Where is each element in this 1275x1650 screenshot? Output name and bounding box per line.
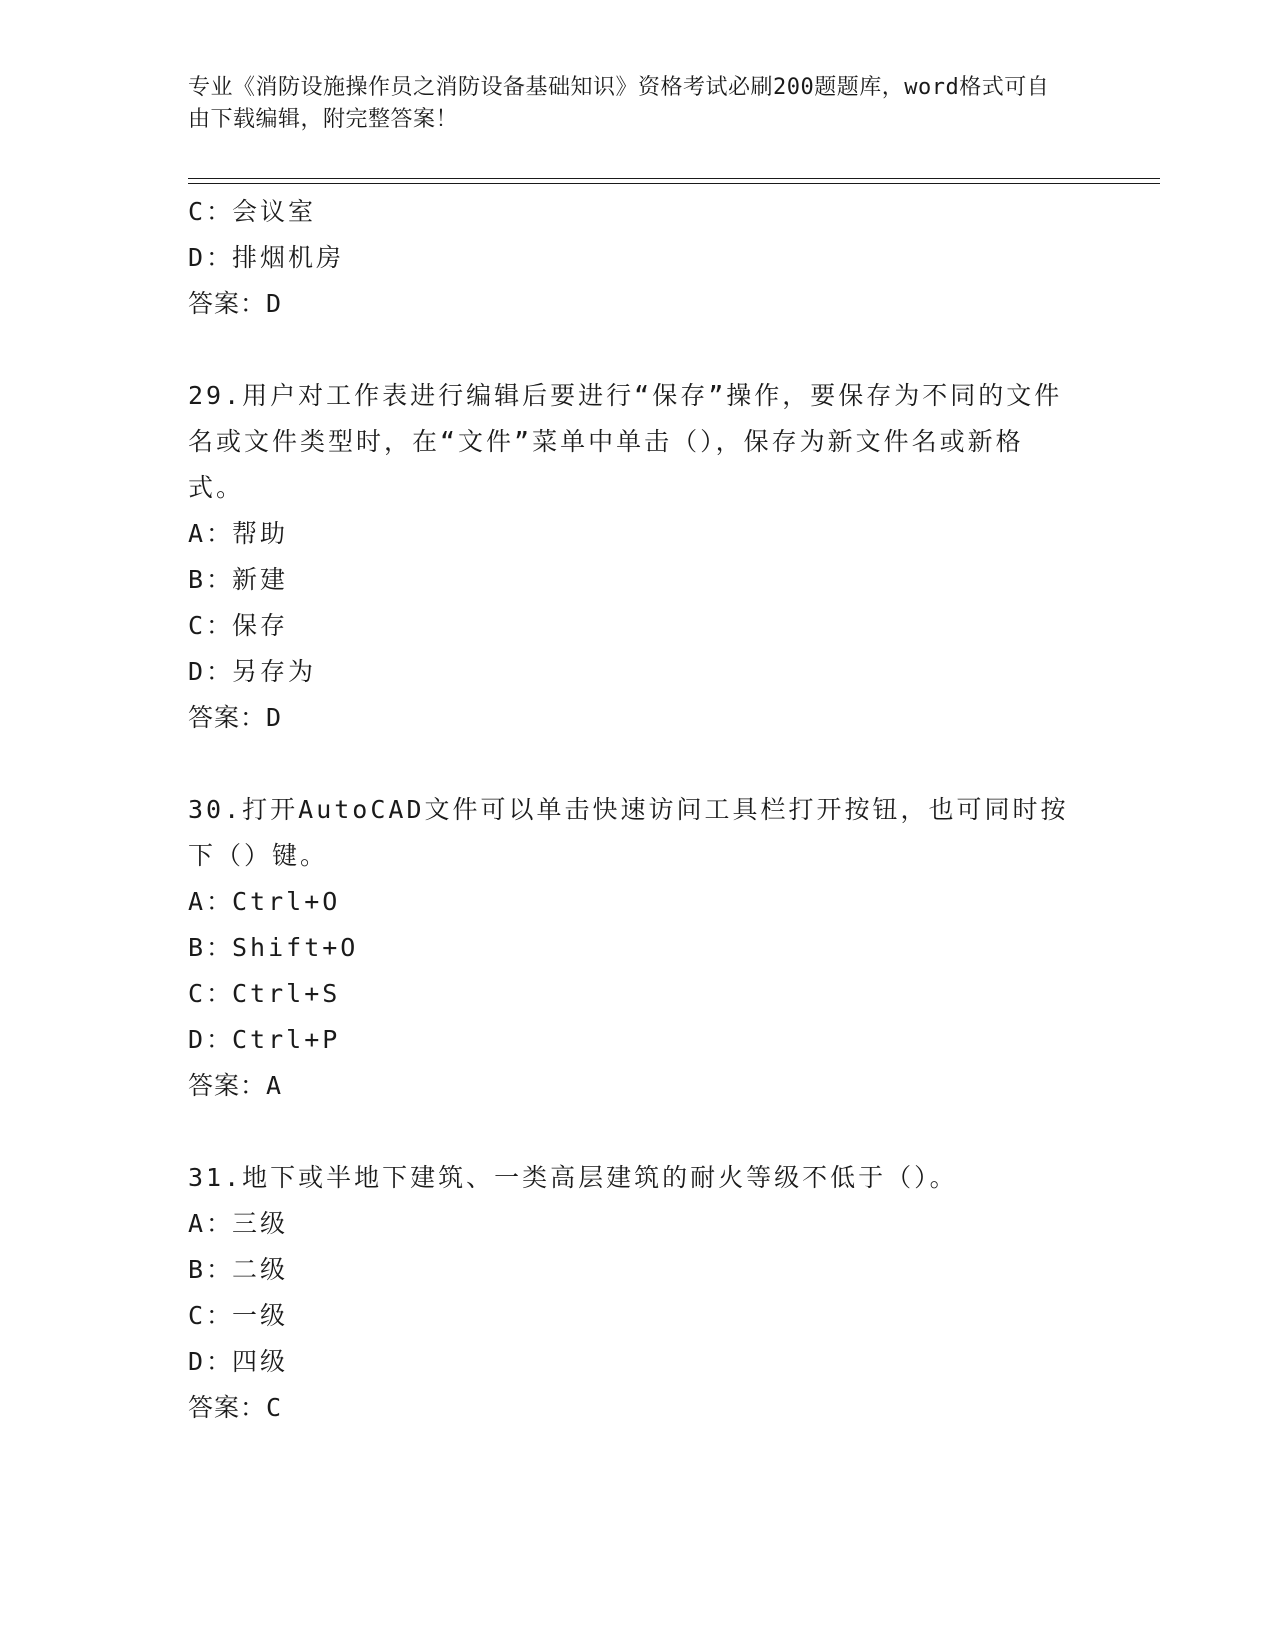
header-rule-top bbox=[188, 178, 1160, 179]
option-text: 会议室 bbox=[232, 197, 317, 226]
option-text: 保存 bbox=[232, 611, 289, 640]
option-c bbox=[188, 189, 1088, 235]
question-30 bbox=[188, 787, 1088, 1109]
answer-value: D bbox=[266, 289, 285, 318]
option-key: B： bbox=[188, 933, 235, 962]
question-29 bbox=[188, 373, 1088, 741]
option-key: D： bbox=[188, 1347, 235, 1376]
option-c bbox=[188, 1293, 1088, 1339]
option-c bbox=[188, 971, 1088, 1017]
option-key: D： bbox=[188, 243, 235, 272]
option-text: Ctrl+O bbox=[232, 887, 341, 916]
option-text: 帮助 bbox=[232, 519, 289, 548]
answer-value: C bbox=[266, 1393, 285, 1422]
document-header: 专业《消防设施操作员之消防设备基础知识》资格考试必刷200题题库，word格式可自由下载编辑，附完整答案！ bbox=[188, 75, 1050, 132]
question-spacer bbox=[188, 741, 1088, 787]
option-text: 二级 bbox=[232, 1255, 289, 1284]
option-text: 一级 bbox=[232, 1301, 289, 1330]
option-b bbox=[188, 1247, 1088, 1293]
answer-value: A bbox=[266, 1071, 285, 1100]
answer-label: 答案： bbox=[188, 1393, 267, 1422]
answer-line bbox=[188, 1385, 1088, 1431]
option-text: 新建 bbox=[232, 565, 289, 594]
option-d bbox=[188, 649, 1088, 695]
answer-line bbox=[188, 1063, 1088, 1109]
option-b bbox=[188, 925, 1088, 971]
option-text: 三级 bbox=[232, 1209, 289, 1238]
option-key: C： bbox=[188, 979, 235, 1008]
question-stem: 31.地下或半地下建筑、一类高层建筑的耐火等级不低于（）。 bbox=[188, 1163, 958, 1192]
option-text: 排烟机房 bbox=[232, 243, 345, 272]
option-d bbox=[188, 235, 1088, 281]
option-key: B： bbox=[188, 565, 235, 594]
answer-label: 答案： bbox=[188, 703, 267, 732]
option-text: 另存为 bbox=[232, 657, 317, 686]
option-text: Shift+O bbox=[232, 933, 359, 962]
option-key: C： bbox=[188, 197, 235, 226]
option-key: A： bbox=[188, 887, 235, 916]
question-stem: 30.打开AutoCAD文件可以单击快速访问工具栏打开按钮，也可同时按下（）键。 bbox=[188, 795, 1069, 870]
header-rule-bottom bbox=[188, 183, 1160, 184]
option-text: 四级 bbox=[232, 1347, 289, 1376]
question-31 bbox=[188, 1155, 1088, 1431]
answer-label: 答案： bbox=[188, 289, 267, 318]
question-list bbox=[188, 189, 1088, 1431]
question-spacer bbox=[188, 1109, 1088, 1155]
answer-line bbox=[188, 695, 1088, 741]
option-text: Ctrl+P bbox=[232, 1025, 341, 1054]
option-key: A： bbox=[188, 1209, 235, 1238]
question-stem: 29.用户对工作表进行编辑后要进行“保存”操作，要保存为不同的文件名或文件类型时，在“文件”菜单中单击（），保存为新文件名或新格式。 bbox=[188, 381, 1063, 502]
option-d bbox=[188, 1339, 1088, 1385]
option-key: D： bbox=[188, 1025, 235, 1054]
option-a bbox=[188, 879, 1088, 925]
question-28 bbox=[188, 189, 1088, 327]
option-key: C： bbox=[188, 1301, 235, 1330]
question-spacer bbox=[188, 327, 1088, 373]
option-key: C： bbox=[188, 611, 235, 640]
answer-label: 答案： bbox=[188, 1071, 267, 1100]
answer-value: D bbox=[266, 703, 285, 732]
option-b bbox=[188, 557, 1088, 603]
option-key: B： bbox=[188, 1255, 235, 1284]
option-c bbox=[188, 603, 1088, 649]
option-d bbox=[188, 1017, 1088, 1063]
answer-line bbox=[188, 281, 1088, 327]
option-key: D： bbox=[188, 657, 235, 686]
option-text: Ctrl+S bbox=[232, 979, 341, 1008]
option-a bbox=[188, 511, 1088, 557]
option-key: A： bbox=[188, 519, 235, 548]
option-a bbox=[188, 1201, 1088, 1247]
